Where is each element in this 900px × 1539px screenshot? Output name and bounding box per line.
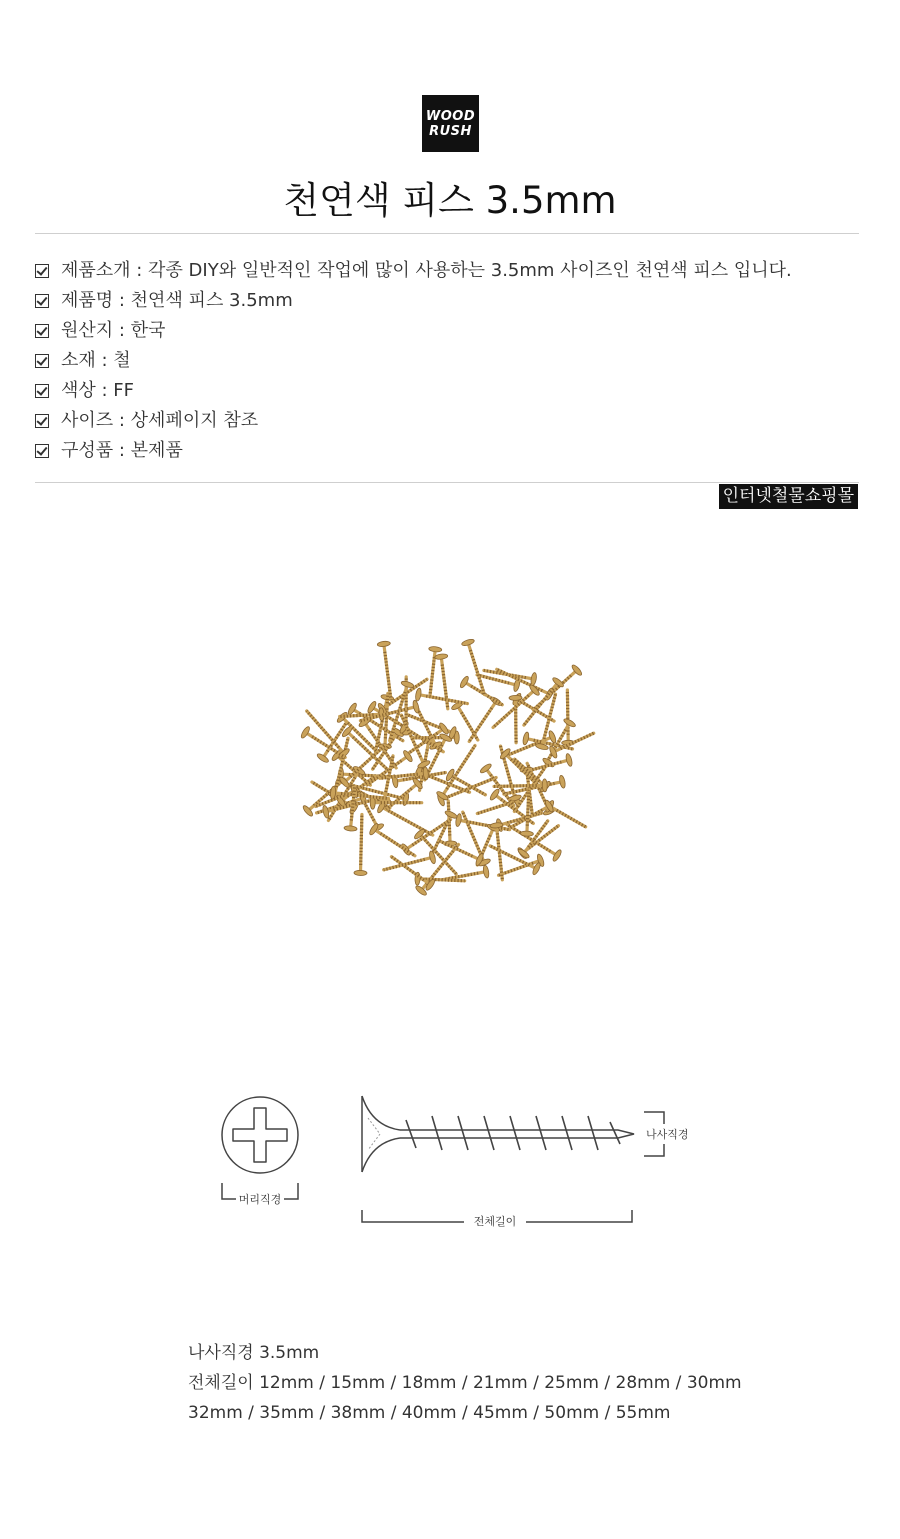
spec-text: 색상 : FF [61,380,134,401]
length-list-line-2: 32mm / 35mm / 38mm / 40mm / 45mm / 50mm / 55mm [188,1403,671,1423]
divider-bottom [35,482,859,483]
spec-item [35,436,792,466]
screw-mark [441,865,490,886]
spec-text: 소재 : 철 [61,350,131,371]
head-diameter-label: 머리직경 [238,1193,282,1206]
shop-badge: 인터넷철물쇼핑몰 [719,484,858,509]
screw-mark [548,727,596,759]
logo-line-1: WOOD [425,108,476,124]
brand-logo [422,95,479,152]
screw-mark [423,646,442,697]
logo-line-2: RUSH [429,123,472,139]
checkbox-icon [35,354,49,368]
spec-text: 제품소개 : 각종 DIY와 일반적인 작업에 많이 사용하는 3.5mm 사이즈인 천연색 피스 입니다. [61,260,792,281]
spec-text: 구성품 : 본제품 [61,440,183,461]
screw-mark [517,817,553,859]
total-length-label: 전체길이 [473,1215,517,1228]
screw-dimension-diagram [210,1088,710,1233]
spec-item [35,286,792,316]
thread-diameter-text: 나사직경 3.5mm [188,1343,320,1363]
length-list-line-1: 전체길이 12mm / 15mm / 18mm / 21mm / 25mm / 28mm / 30mm [188,1373,742,1393]
page-title: 천연색 피스 3.5mm [283,179,617,222]
checkbox-icon [35,444,49,458]
spec-item [35,256,792,286]
screw-head-icon [222,1097,298,1173]
screw-mark [354,814,368,875]
product-photo-screw-pile [295,615,615,915]
checkbox-icon [35,324,49,338]
checkbox-icon [35,264,49,278]
spec-text: 제품명 : 천연색 피스 3.5mm [61,290,293,311]
spec-item [35,376,792,406]
spec-item [35,316,792,346]
checkbox-icon [35,294,49,308]
checkbox-icon [35,414,49,428]
divider-top [35,233,859,234]
screw-side-icon [362,1096,634,1172]
thread-diameter-label: 나사직경 [646,1128,689,1141]
checkbox-icon [35,384,49,398]
spec-text: 원산지 : 한국 [61,320,166,341]
screw-mark [377,641,397,701]
size-info [188,1338,742,1428]
spec-item [35,406,792,436]
screw-mark [368,822,418,861]
spec-list [35,256,792,466]
spec-item [35,346,792,376]
spec-text: 사이즈 : 상세페이지 참조 [61,410,259,431]
